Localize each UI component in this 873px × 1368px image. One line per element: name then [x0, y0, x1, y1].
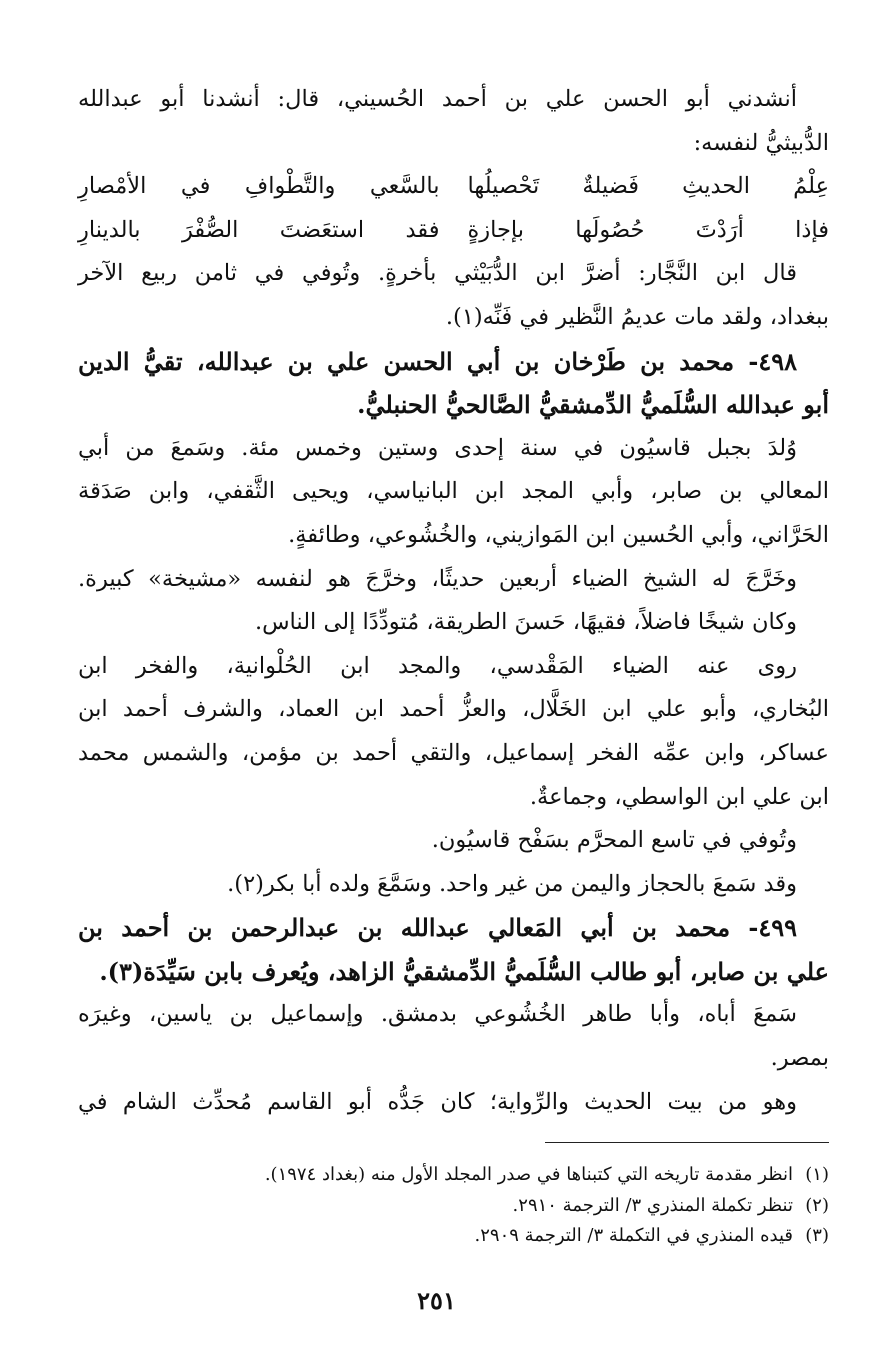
text-line: وكان شيخًا فاضلاً، فقيهًا، حَسنَ الطريقة، مُتودِّدًا إلى الناس. — [254, 609, 797, 636]
text-line: عساكر، وابن عمِّه الفخر إسماعيل، والتقي أحمد بن مؤمن، والشمس محمد — [78, 739, 829, 766]
footnote-number: (٢) — [805, 1194, 829, 1216]
main-text — [78, 78, 829, 1124]
text-line: ببغداد، ولقد مات عديمُ النَّظير في فَنِّه(١). — [445, 303, 829, 330]
footnote-text: تنظر تكملة المنذري ٣/ الترجمة ٢٩١٠. — [512, 1194, 793, 1216]
footnote-text: انظر مقدمة تاريخه التي كتبناها في صدر المجلد الأول منه (بغداد ١٩٧٤). — [264, 1164, 793, 1185]
text-line: وهو من بيت الحديث والرِّواية؛ كان جَدُّه أبو القاسم مُحدِّث الشام في — [78, 1088, 797, 1115]
verse-hemistich: فإذا أرَدْتَ حُصُولَها بإجازةٍ — [467, 216, 829, 243]
text-line: الدُّبيثيُّ لنفسه: — [693, 129, 829, 156]
text-line: قال ابن النَّجَّار: أضرَّ ابن الدُّبَيْثي بأخرةٍ. وتُوفي في ثامن ربيع الآخر — [78, 260, 797, 287]
verse-hemistich: بالسَّعي والتَّطْوافِ في الأمْصارِ — [78, 173, 440, 200]
footnote-number: (١) — [805, 1164, 829, 1185]
entry-heading-498-cont: أبو عبدالله السُّلَميُّ الدِّمشقيُّ الصَّالحيُّ الحنبليُّ. — [357, 390, 829, 420]
footnote — [78, 1191, 829, 1222]
footnote — [78, 1221, 829, 1252]
footnotes — [78, 1160, 829, 1252]
text-line: أنشدني أبو الحسن علي بن أحمد الحُسيني، قال: أنشدنا أبو عبدالله — [78, 86, 797, 112]
footnote-text: قيده المنذري في التكملة ٣/ الترجمة ٢٩٠٩. — [474, 1225, 793, 1246]
text-line: البُخاري، وأبو علي ابن الخَلَّال، والعزُّ أحمد ابن العماد، والشرف أحمد ابن — [78, 696, 829, 723]
page-number: ٢٥١ — [417, 1286, 456, 1315]
text-line: وخَرَّجَ له الشيخ الضياء أربعين حديثًا، وخرَّجَ هو لنفسه «مشيخة» كبيرة. — [78, 565, 797, 592]
footnote-separator — [545, 1142, 829, 1143]
text-line: بمصر. — [770, 1045, 829, 1072]
text-line: روى عنه الضياء المَقْدسي، والمجد ابن الحُلْوانية، والفخر ابن — [78, 652, 797, 679]
text-line: ابن علي ابن الواسطي، وجماعةٌ. — [529, 783, 829, 810]
text-line: سَمعَ أباه، وأبا طاهر الخُشُوعي بدمشق. وإسماعيل بن ياسين، وغيرَه — [78, 1001, 797, 1028]
verse-hemistich: فقد استعَضتَ الصُّفْرَ بالدينارِ — [78, 216, 440, 243]
footnote-number: (٣) — [805, 1225, 829, 1246]
entry-heading-499-cont: علي بن صابر، أبو طالب السُّلَميُّ الدِّمشقيُّ الزاهد، ويُعرف بابن سَيِّدَة(٣). — [99, 956, 829, 986]
text-line: وتُوفي في تاسع المحرَّم بسَفْح قاسيُون. — [431, 827, 797, 854]
text-line: المعالي بن صابر، وأبي المجد ابن البانياسي، ويحيى الثَّقفي، وابن صَدَقة — [78, 478, 829, 505]
text-line: الحَرَّاني، وأبي الحُسين ابن المَوازيني، والخُشُوعي، وطائفةٍ. — [288, 521, 829, 548]
poem-verse — [78, 209, 829, 253]
text-line: وُلدَ بجبل قاسيُون في سنة إحدى وستين وخمس مئة. وسَمعَ من أبي — [78, 434, 797, 461]
verse-hemistich: عِلْمُ الحديثِ فَضيلةٌ تَحْصيلُها — [467, 173, 829, 200]
entry-heading-499: ٤٩٩- محمد بن أبي المَعالي عبدالله بن عبدالرحمن بن أحمد بن — [78, 913, 797, 943]
entry-heading-498: ٤٩٨- محمد بن طَرْخان بن أبي الحسن علي بن عبدالله، تقيُّ الدين — [78, 346, 797, 376]
footnote — [78, 1160, 829, 1191]
poem-verse — [78, 165, 829, 209]
text-line: وقد سَمعَ بالحجاز واليمن من غير واحد. وسَمَّعَ ولده أبا بكر(٢). — [227, 870, 797, 897]
